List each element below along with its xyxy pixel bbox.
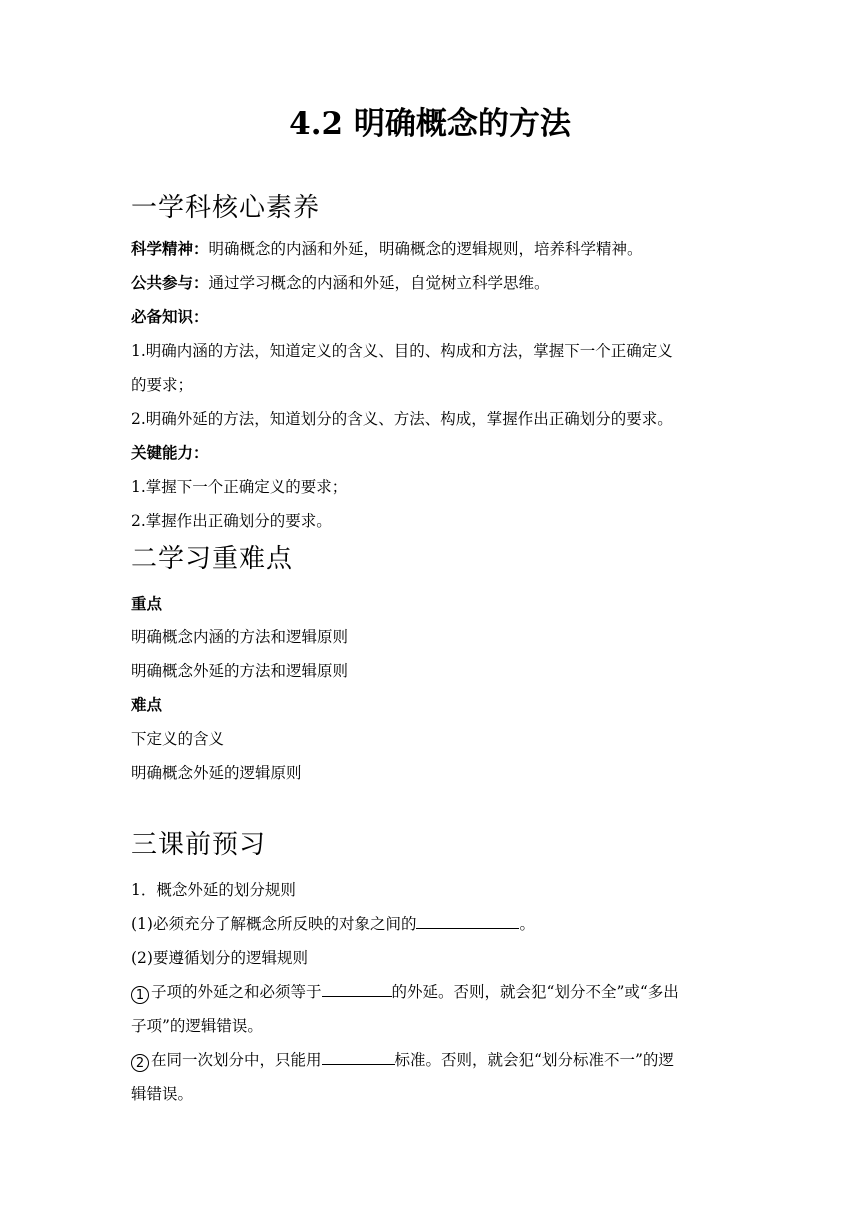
preview-item-6-pre: 在同一次划分中，只能用 [151,1051,322,1069]
preview-item-4-pre: 子项的外延之和必须等于 [151,983,322,1001]
public-participation-text: 通过学习概念的内涵和外延，自觉树立科学思维。 [208,274,550,292]
public-participation-line [131,272,550,294]
section-heading-preview: 三课前预习 [131,830,267,860]
section-heading-core-literacy: 一学科核心素养 [131,193,321,223]
preview-item-1: 1．概念外延的划分规则 [131,881,296,899]
fill-blank-1[interactable] [416,913,519,929]
required-knowledge-label: 必备知识： [131,307,209,326]
knowledge-item-1-cont: 的要求； [131,376,194,394]
preview-item-4-post: 的外延。否则，就会犯“划分不全”或“多出 [391,983,679,1001]
fill-blank-3[interactable] [322,1049,395,1065]
scientific-spirit-text: 明确概念的内涵和外延，明确概念的逻辑规则，培养科学精神。 [208,240,643,258]
ability-item-1: 1.掌握下一个正确定义的要求； [131,478,348,496]
difficult-point-1: 下定义的含义 [131,730,225,748]
circled-number-2: 2 [131,1054,149,1072]
key-point-2: 明确概念外延的方法和逻辑原则 [131,662,349,680]
preview-item-4 [131,981,679,1004]
preview-item-2 [131,913,535,935]
key-points-label: 重点 [131,594,163,613]
preview-item-6-post: 标准。否则，就会犯“划分标准不一”的逻 [394,1051,674,1069]
scientific-spirit-line [131,238,643,260]
section-heading-key-difficult: 二学习重难点 [131,544,294,574]
fill-blank-2[interactable] [322,981,392,997]
preview-item-7: 辑错误。 [131,1085,194,1103]
knowledge-item-1: 1.明确内涵的方法，知道定义的含义、目的、构成和方法，掌握下一个正确定义 [131,342,673,360]
difficult-point-2: 明确概念外延的逻辑原则 [131,764,302,782]
preview-item-2-post: 。 [519,915,535,933]
circled-number-1: 1 [131,986,149,1004]
key-point-1: 明确概念内涵的方法和逻辑原则 [131,628,349,646]
public-participation-label: 公共参与： [131,273,209,292]
preview-item-6 [131,1049,674,1072]
key-ability-label: 关键能力： [131,443,209,462]
document-title: 4.2 明确概念的方法 [289,106,571,142]
knowledge-item-2: 2.明确外延的方法，知道划分的含义、方法、构成，掌握作出正确划分的要求。 [131,410,673,428]
preview-item-5: 子项”的逻辑错误。 [131,1017,263,1035]
preview-item-2-pre: (1)必须充分了解概念所反映的对象之间的 [131,915,417,933]
difficult-points-label: 难点 [131,695,163,714]
scientific-spirit-label: 科学精神： [131,239,209,258]
ability-item-2: 2.掌握作出正确划分的要求。 [131,512,332,530]
preview-item-3: (2)要遵循划分的逻辑规则 [131,949,308,967]
